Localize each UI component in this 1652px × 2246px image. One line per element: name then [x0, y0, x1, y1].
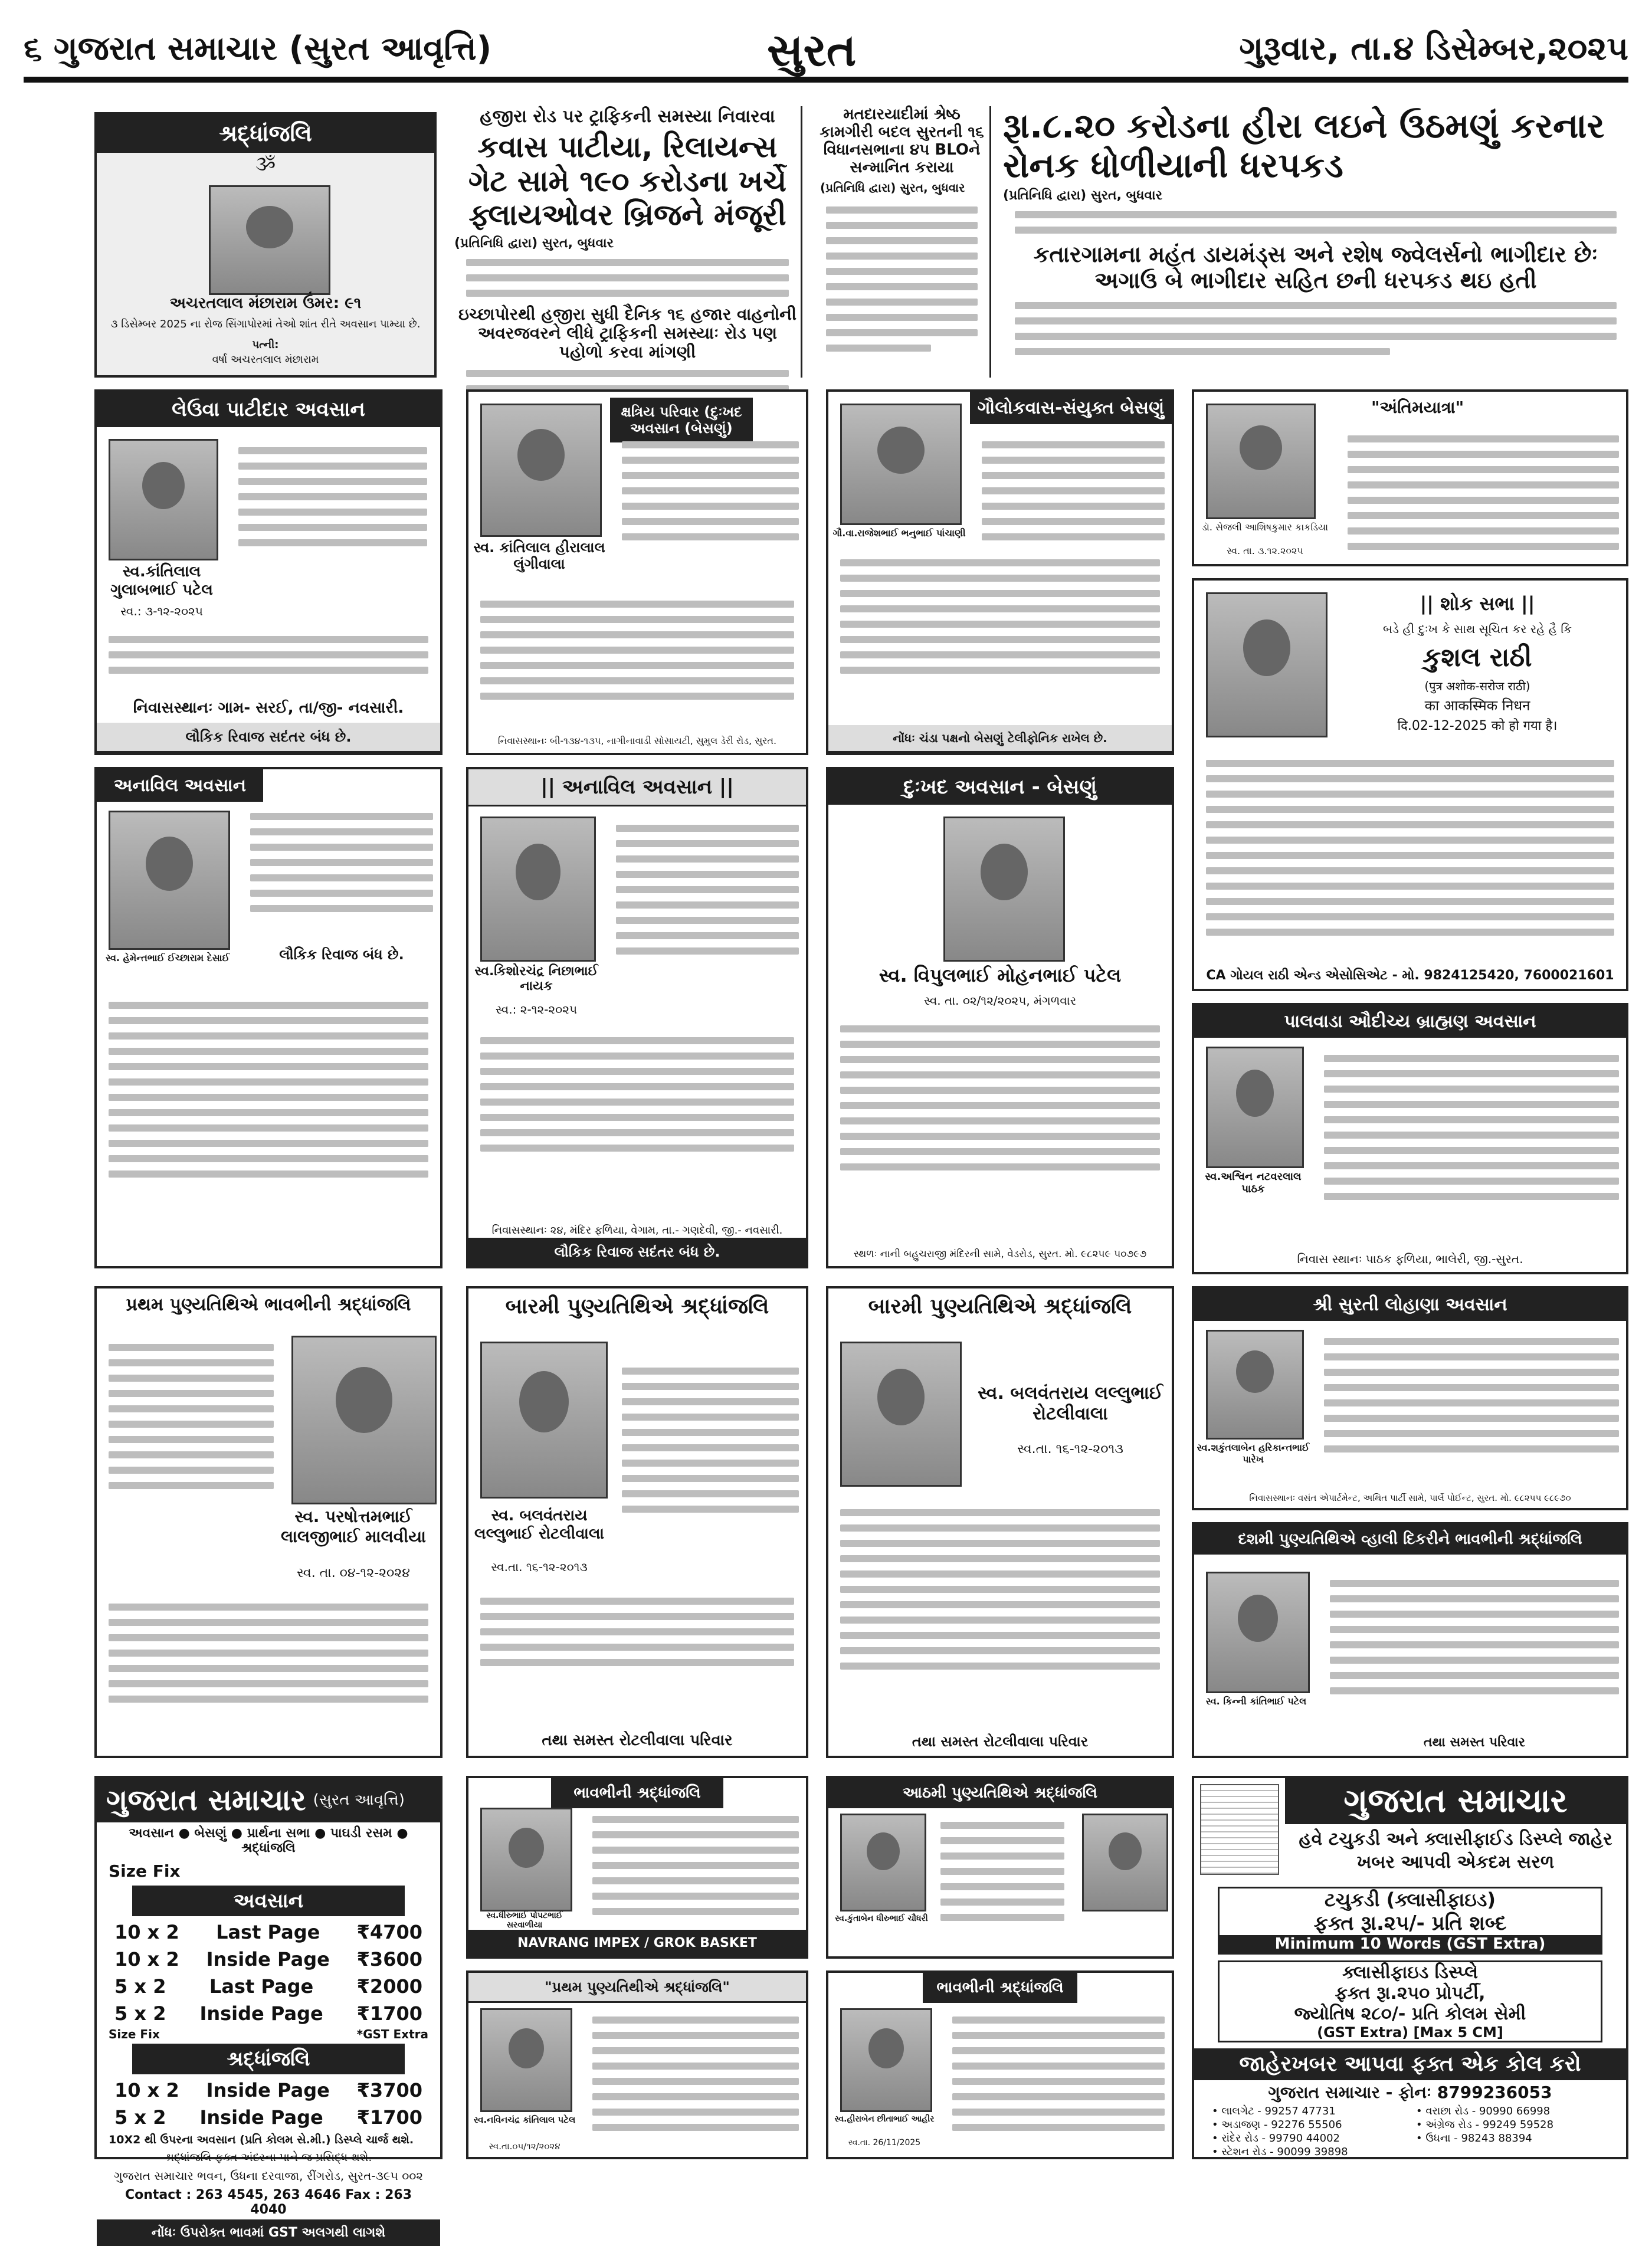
rate-row: 5 x 2 Last Page ₹2000 — [114, 1975, 422, 1998]
death-date: સ્વ.તા. 26/11/2025 — [848, 2138, 921, 2147]
cta: જાહેરખબર આપવા ફક્ત એક કોલ કરો — [1194, 2048, 1626, 2080]
gst-note: *GST Extra — [356, 2027, 428, 2041]
ad-title: || અનાવિલ અવસાન || — [468, 769, 806, 806]
size-label: Size Fix — [109, 1861, 181, 1881]
portrait-photo — [480, 1808, 572, 1911]
address: ગુજરાત સમાચાર ભવન, ઉધના દરવાજા, રીંગરોડ, સુરત-૩૯૫ ૦૦૨ — [113, 2169, 424, 2183]
article-headline: રૂા.૮.૨૦ કરોડના હીરા લઇને ઉઠમણું કરનાર રોનક ધોળીયાની ધરપકડ — [1003, 106, 1605, 185]
ad-footer: તથા સમસ્ત રોટલીવાલા પરિવાર — [542, 1732, 733, 1749]
article-subhead: કતારગામના મહંત ડાયમંડ્સ અને રશેષ જ્વેલર્સનો ભાગીદાર છેઃ અગાઉ બે ભાગીદાર સહિત છની ધરપકડ થઇ હતી — [1033, 241, 1598, 294]
diamond-article — [1003, 106, 1628, 378]
portrait-photo — [480, 404, 602, 537]
article-byline: (પ્રતિનિધિ દ્વારા) સુરત, બુધવાર — [454, 235, 614, 251]
deceased-name: સ્વ. પરષોત્તમભાઈ લાલજીભાઈ માલવીયા — [280, 1507, 427, 1546]
header-edition: ૬ ગુજરાત સમાચાર (સુરત આવૃત્તિ) — [24, 29, 492, 68]
portrait-photo — [209, 185, 330, 295]
article-headline: મતદારયાદીમાં શ્રેષ્ઠ કામગીરી બદલ સુરતની ૧૬ વિધાનસભાના ૪૫ BLOને સન્માનિત કરાયા — [820, 106, 984, 176]
ad-title: ગૌલોકવાસ-સંયુક્ત બેસણું — [970, 392, 1172, 424]
header-city: સુરત — [767, 24, 857, 76]
office-item: • લાલગેટ - 99257 47731 — [1212, 2105, 1336, 2117]
newspaper-icon — [1200, 1784, 1279, 1875]
obit-dukhad-besnu — [826, 767, 1174, 1268]
rate-row: 5 x 2 Inside Page ₹1700 — [114, 2106, 422, 2129]
logo: ગુજરાત સમાચાર — [1285, 1778, 1626, 1824]
portrait-photo — [1206, 1572, 1310, 1693]
residence: નિવાસસ્થાનઃ બી-૧૩૪-૧૩૫, નાગીનાવાડી સોસાયટી, સુમુલ ડેરી રોડ, સુરત. — [497, 735, 777, 746]
ad-footer: તથા સમસ્ત પરિવાર — [1423, 1735, 1526, 1750]
death-date: સ્વ.તા. ૧૬-૧૨-૨૦૧૩ — [1017, 1442, 1123, 1457]
office-item: • સ્ટેશન રોડ - 90099 39898 — [1212, 2146, 1348, 2158]
ad-footer: NAVRANG IMPEX / GROK BASKET — [468, 1930, 806, 1956]
ad-footer: લૌકિક રિવાજ સદંતર બંધ છે. — [468, 1238, 806, 1266]
rate-card — [94, 1776, 442, 2240]
ad-title: બારમી પુણ્યતિથિએ શ્રદ્ધાંજલિ — [505, 1294, 769, 1319]
deceased-name: સ્વ.શકુંતલાબેન હરિકાન્તભાઈ પારેખ — [1197, 1442, 1310, 1465]
ad-title: ભાવભીની શ્રદ્ધાંજલિ — [923, 1973, 1077, 2003]
ad-footer: CA ગોયલ રાઠી એન્ડ એસોસિએટ - મો. 9824125420, 7600021601 — [1206, 968, 1614, 983]
deceased-name: સ્વ. કાંતિલાલ હીરાલાલ લુંગીવાલા — [473, 539, 605, 572]
office-item: • અંગ્રેજ રોડ - 99249 59528 — [1416, 2119, 1554, 2131]
ad-title: શ્રદ્ધાંજલિ — [97, 114, 434, 153]
logo: ગુજરાત સમાચાર — [106, 1783, 306, 1817]
family-member: વર્ષા અચરતલાલ મંછારામ — [212, 353, 319, 366]
note-inside: શ્રદ્ધાંજલિ ફક્ત અંદરના પાને જ પ્રસિદ્ધ થશે. — [165, 2151, 372, 2164]
article-kicker: હજીરા રોડ પર ટ્રાફિકની સમસ્યા નિવારવા — [480, 106, 775, 127]
article-subhead: ઇચ્છાપોરથી હજીરા સુધી દૈનિક ૧૬ હજાર વાહનોની અવરજવરને લીધે ટ્રાફિકની સમસ્યાઃ રોડ પણ પહોળો કરવા માંગણી — [458, 304, 797, 362]
contact: Contact : 263 4545, 263 4646 Fax : 263 4040 — [124, 2188, 412, 2217]
death-note: ૩ ડિસેમ્બર 2025 ના રોજ સિંગાપોરમાં તેઓ શાંત રીતે અવસાન પામ્યા છે. — [110, 318, 421, 330]
article-headline: કવાસ પાટીયા, રિલાયન્સ ગેટ સામે ૧૯૦ કરોડના ખર્ચે ફ્લાયઓવર બ્રિજને મંજૂરી — [468, 130, 787, 232]
family-label: પત્ની: — [252, 339, 279, 351]
ad-title: આઠમી પુણ્યતિથિએ શ્રદ્ધાંજલિ — [828, 1778, 1172, 1808]
obit-anavil-2 — [466, 767, 808, 1268]
death-date: સ્વ. તા. ૩.૧૨.૨૦૨૫ — [1227, 545, 1303, 556]
portrait-photo — [109, 439, 218, 560]
om-symbol: ૐ — [255, 153, 276, 175]
tribute-malviya — [94, 1286, 442, 1758]
deceased-name: સ્વ.ધીરુભાઈ પોપટભાઈ સરવાળીયા — [486, 1911, 563, 1930]
rate-row: 5 x 2 Inside Page ₹1700 — [114, 2002, 422, 2025]
tribute-ahir — [826, 1970, 1174, 2159]
tribute-rotliwala-2 — [826, 1286, 1174, 1758]
edition-label: (સુરત આવૃત્તિ) — [313, 1791, 405, 1809]
obit-leuva-patidar — [94, 389, 442, 755]
shraddhanjali-ad — [94, 112, 437, 378]
ad-footer: લૌકિક રિવાજ સદંતર બંધ છે. — [97, 723, 440, 753]
section-avsaan: અવસાન — [132, 1886, 405, 1916]
tribute-kinni — [1192, 1522, 1628, 1758]
office-list — [1194, 2105, 1626, 2158]
residence: નિવાસસ્થાનઃ ગામ- સરઈ, તા/જી- નવસારી. — [133, 699, 404, 717]
portrait-photo — [1082, 1814, 1168, 1911]
ad-title: શ્રી સુરતી લોહાણા અવસાન — [1194, 1288, 1626, 1321]
portrait-photo — [291, 1336, 437, 1504]
ad-title: ભાવભીની શ્રદ્ધાંજલિ — [551, 1778, 723, 1808]
box-min: Minimum 10 Words (GST Extra) — [1220, 1935, 1601, 1953]
deceased-name: ગૌ.વા.રાજેશભાઈ ભનુભાઈ પાંચાણી — [832, 527, 966, 539]
ad-subtext: (पुत्र अशोक-सरोज राठी) — [1424, 679, 1530, 693]
portrait-photo — [840, 1814, 926, 1911]
death-date: સ્વ.: ૩-૧૨-૨૦૨૫ — [120, 604, 203, 618]
hazira-article — [454, 106, 802, 378]
rate-row: 10 x 2 Inside Page ₹3600 — [114, 1948, 422, 1970]
office-item: • રાંદેર રોડ - 99790 44002 — [1212, 2132, 1340, 2145]
ad-title: બારમી પુણ્યતિથિએ શ્રદ્ધાંજલિ — [868, 1294, 1132, 1319]
size-label: Size Fix — [109, 2027, 160, 2041]
tribute-chaudhari — [826, 1776, 1174, 1959]
deceased-name: સ્વ.નવિનચંદ્ર કાંતિલાલ પટેલ — [473, 2114, 576, 2125]
residence: સ્થળઃ નાની બહુચરાજી મંદિરની સામે, વેડરોડ, સુરત. મો. ૯૮૨૫૯ ૫૦૭૯૭ — [853, 1248, 1147, 1260]
ad-text: બડે હી દુઃખ કે સાથ સૂચિત કર રહે હૈ કિ — [1383, 622, 1572, 636]
obit-golokvas — [826, 389, 1174, 755]
ad-title: "અંતિમયાત્રા" — [1371, 398, 1464, 417]
obit-palvada — [1192, 1003, 1628, 1274]
ad-footer: તથા સમસ્ત રોટલીવાલા પરિવાર — [912, 1733, 1089, 1750]
box-rate: ફક્ત રૂા.૨૫/- પ્રતિ શબ્દ — [1313, 1911, 1507, 1935]
portrait-photo — [480, 817, 596, 962]
office-item: • અડાજણ - 92276 55506 — [1212, 2119, 1342, 2131]
deceased-name: સ્વ. હેમેન્તભાઈ ઈચ્છારામ દેસાઈ — [106, 952, 230, 963]
deceased-name: સ્વ.કિશોરચંદ્ર નિછાભાઈ નાયક — [474, 964, 598, 994]
box-rate: ફક્ત રૂા.૨૫૦ પ્રોપર્ટી, — [1335, 1983, 1486, 2004]
phone: ગુજરાત સમાચાર - ફોનઃ 8799236053 — [1268, 2083, 1552, 2102]
shok-sabha — [1192, 578, 1628, 991]
residence: નિવાસસ્થાનઃ વસંત એપાર્ટમેન્ટ, અથિત પાર્ટી સામે, પાર્લે પોઈન્ટ, સુરત. મો. ૯૮૨૫૫ ૯૮૯૭૦ — [1249, 1493, 1571, 1503]
categories: અવસાન ● બેસણું ● પ્રાર્થના સભા ● પાઘડી રસમ ● શ્રદ્ધાંજલિ — [129, 1826, 408, 1855]
death-date: સ્વ.તા. ૧૬-૧૨-૨૦૧૩ — [491, 1560, 588, 1574]
box-title: ક્લાસીફાઇડ ડિસ્પ્લે — [1342, 1962, 1479, 1983]
ad-title: અનાવિલ અવસાન — [97, 769, 263, 802]
rate-rows-avsaan — [97, 1919, 440, 2027]
tribute-navinchandra — [466, 1970, 808, 2159]
deceased-name: સ્વ. બલવંતરાય લલ્લુભાઈ રોટલીવાલા — [474, 1507, 604, 1543]
box-rate: જ્યોતિષ ૨૮૦/- પ્રતિ કોલમ સેમી — [1294, 2004, 1526, 2024]
portrait-photo — [840, 2008, 932, 2112]
obit-anavil-1 — [94, 767, 442, 1268]
rate-row: 10 x 2 Inside Page ₹3700 — [114, 2079, 422, 2101]
deceased-name: સ્વ. બલવંતરાય લલ્લુભાઈ રોટલીવાલા — [977, 1383, 1163, 1424]
death-date: સ્વ.તા.૦૫/૧૨/૨૦૨૪ — [489, 2141, 560, 2152]
deceased-name: સ્વ.કુંતાબેન ધીરુભાઈ ચૌધરી — [835, 1914, 928, 1923]
deceased-name: સ્વ.હીરાબેન છીતાભાઈ આહીર — [834, 2114, 935, 2124]
death-date: दि.02-12-2025 को हो गया है। — [1397, 719, 1558, 733]
article-byline: (પ્રતિનિધિ દ્વારા) સુરત, બુધવાર — [820, 180, 965, 195]
obit-surti-lohana — [1192, 1286, 1628, 1510]
ad-title: પાલવાડા ઔદીચ્ય બ્રાહ્મણ અવસાન — [1194, 1005, 1626, 1038]
box-gst: (GST Extra) [Max 5 CM] — [1317, 2024, 1503, 2041]
page-header — [24, 12, 1628, 83]
death-date: સ્વ. તા. ૦૪-૧૨-૨૦૨૪ — [297, 1566, 410, 1581]
office-item: • વરાછા રોડ - 90990 66998 — [1416, 2105, 1551, 2117]
portrait-photo — [109, 811, 230, 950]
tagline: હવે ટચુકડી અને ક્લાસીફાઈડ ડિસ્પ્લે જાહેર ખબર આપવી એકદમ સરળ — [1299, 1829, 1612, 1873]
portrait-photo — [1206, 1047, 1304, 1168]
obit-antimyatra — [1192, 389, 1628, 566]
rate-row: 10 x 2 Last Page ₹4700 — [114, 1921, 422, 1943]
box-title: ટચુકડી (ક્લાસીફાઇડ) — [1324, 1888, 1496, 1911]
residence: નિવાસસ્થાનઃ ૨૪, મંદિર ફળિયા, વેગામ, તા.- ગણદેવી, જી.- નવસારી. — [491, 1224, 783, 1237]
death-date: સ્વ. તા. ૦૨/૧૨/૨૦૨૫, મંગળવાર — [923, 994, 1077, 1008]
deceased-name: ડૉ. સેજલી આશિષકુમાર કાકડિયા — [1202, 522, 1328, 533]
portrait-photo — [480, 2008, 572, 2112]
office-item: • ઉધના - 98243 88394 — [1416, 2132, 1532, 2145]
obit-kshatriya — [466, 389, 808, 755]
portrait-photo — [943, 817, 1065, 962]
portrait-photo — [1206, 1330, 1304, 1440]
rate-box-display — [1218, 1960, 1602, 2042]
portrait-photo — [1206, 404, 1316, 519]
note-display: 10X2 થી ઉપરના અવસાન (પ્રતિ કોલમ સે.મી.) ડિસ્પ્લે ચાર્જ થશે. — [109, 2133, 414, 2146]
deceased-name: સ્વ.અશ્વિન નટવરલાલ પાઠક — [1205, 1170, 1302, 1195]
ad-title: ક્ષત્રિય પરિવાર (દુઃખદ અવસાન (બેસણું) — [610, 398, 753, 442]
article-byline: (પ્રતિનિધિ દ્વારા) સુરત, બુધવાર — [1003, 188, 1162, 204]
ad-title: લેઉવા પાટીદાર અવસાન — [97, 392, 440, 427]
header-date: ગુરૂવાર, તા.૪ ડિસેમ્બર,૨૦૨૫ — [1239, 29, 1628, 68]
deceased-name: સ્વ. કિન્ની કાંતિભાઈ પટેલ — [1205, 1696, 1307, 1707]
ad-title: પ્રથમ પુણ્યતિથિએ ભાવભીની શ્રદ્ધાંજલિ — [126, 1294, 411, 1315]
residence: નિવાસ સ્થાનઃ પાઠક ફળિયા, ભાલેરી, જી.-સુરત. — [1297, 1252, 1523, 1266]
rate-box-classified — [1218, 1887, 1602, 1955]
ad-title: દશમી પુણ્યતિથિએ વ્હાલી દિકરીને ભાવભીની શ્રદ્ધાંજલિ — [1194, 1524, 1626, 1555]
ad-footer: નોંધઃ ચંડા પક્ષનો બેસણું ટેલીફોનિક રાખેલ છે. — [828, 725, 1172, 753]
tribute-sarvaliya — [466, 1776, 808, 1959]
deceased-name: કુશલ રાઠી — [1422, 642, 1532, 673]
voter-article — [814, 106, 991, 378]
portrait-photo — [840, 404, 962, 525]
tribute-rotliwala-1 — [466, 1286, 808, 1758]
ad-subtext: का आकस्मिक निधन — [1424, 697, 1530, 714]
ad-title: "પ્રથમ પુણ્યતિથીએ શ્રદ્ધાંજલિ" — [468, 1973, 806, 2003]
portrait-photo — [840, 1342, 962, 1487]
ad-title: દુઃખદ અવસાન - બેસણું — [828, 769, 1172, 805]
section-shraddhanjali: શ્રદ્ધાંજલિ — [132, 2044, 405, 2074]
death-date: સ્વ.: ૨-૧૨-૨૦૨૫ — [495, 1002, 578, 1017]
rate-footer: નોંધઃ ઉપરોક્ત ભાવમાં GST અલગથી લાગશે — [97, 2219, 440, 2246]
deceased-name: સ્વ. વિપુલભાઈ મોહનભાઈ પટેલ — [879, 964, 1122, 986]
portrait-photo — [480, 1342, 608, 1499]
ad-title: || શોક સભા || — [1420, 592, 1535, 615]
ad-footer: લૌકિક રિવાજ બંધ છે. — [279, 946, 404, 963]
classified-ad — [1192, 1776, 1628, 2159]
deceased-name: સ્વ.કાંતિલાલ ગુલાબભાઈ પટેલ — [110, 563, 213, 599]
portrait-photo — [1206, 592, 1328, 737]
deceased-name: અચરતલાલ મંછારામ ઉંમર: ૯૧ — [169, 294, 362, 312]
